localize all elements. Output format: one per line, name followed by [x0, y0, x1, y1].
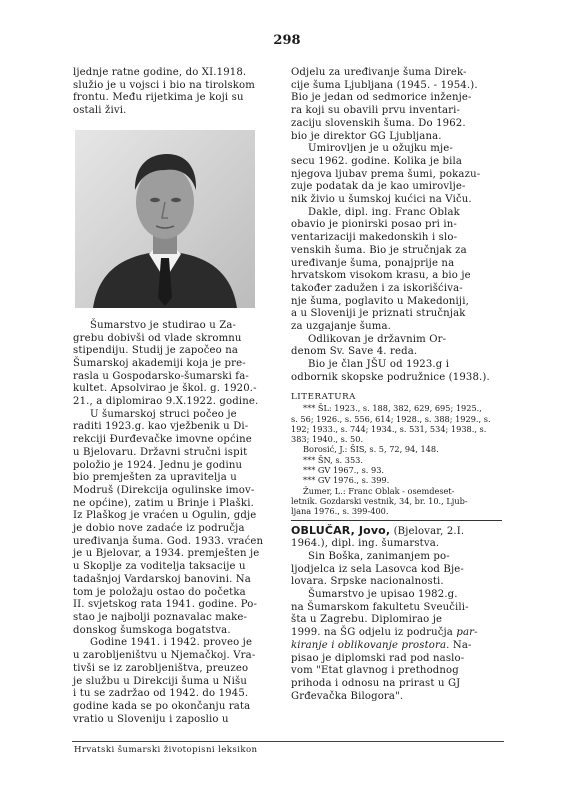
portrait-image	[75, 130, 255, 308]
right-column	[291, 67, 502, 703]
running-footer: Hrvatski šumarski životopisni leksikon	[74, 745, 258, 755]
left-paragraph-4: Godine 1941. i 1942. proveo je u zarobljeništvu u Njemačkoj. Vra- tivši se iz zarobljeništva, preuzeo je službu u Direkciji šuma u Nišu i tu se zadržao od 1942. do 1945. godine kada se po okončanju rata vratio u Sloveniju i zaposlio u	[73, 637, 256, 725]
entry-name: OBLUČAR, Jovo,	[291, 523, 391, 537]
section-divider	[291, 520, 502, 521]
literature-entry: Žumer, L.: Franc Oblak - osemdeset- letnik. Gozdarski vestnik, 34, br. 10., Ljub- ljana 1976., s. 399-400.	[291, 485, 468, 517]
right-paragraph-1: Odjelu za uređivanje šuma Direk- cije šuma Ljubljana (1945. - 1954.). Bio je jedan od sedmorice inženje- ra koji su obavili prvu inventari- zaciju slovenskih šuma. Do 1962. bio je direktor GG Ljubljana.	[291, 67, 478, 142]
left-paragraph-1: ljednje ratne godine, do XI.1918. služio je u vojsci i bio na tirolskom frontu. Među rijetkima je koji su ostali živi.	[73, 67, 255, 117]
right-paragraph-4: Odlikovan je državnim Or- denom Sv. Save 4. reda.	[291, 333, 447, 358]
literature-entry: *** GV 1976., s. 399.	[303, 475, 390, 486]
literature-entry: *** ŠN, s. 353.	[303, 454, 363, 465]
right-paragraph-2: Umirovljen je u ožujku mje- secu 1962. godine. Kolika je bila njegova ljubav prema šumi, pokazu- zuje podatak da je kao umirovlje- nik živio u šumskoj kućici na Viču.	[291, 143, 481, 206]
literature-entry: *** GV 1967., s. 93.	[303, 465, 385, 476]
right-paragraph-5: Bio je član JŠU od 1923.g i odbornik skopske podružnice (1938.).	[291, 359, 490, 383]
footer-rule	[72, 741, 504, 742]
literature-heading: LITERATURA	[291, 391, 356, 402]
portrait-photo	[75, 130, 255, 308]
left-paragraph-3: U šumarskoj struci počeo je raditi 1923.g. kao vježbenik u Di- rekciji Đurđevačke imovne općine u Bjelovaru. Državni stručni ispit položio je 1924. Jednu je godinu bio premješten za upravitelja u Modruš (Direkcija ogulinske imov- ne općine), zatim u Brinje i Plaški. Iz Plaškog je vraćen u Ogulin, gdje je dobio nove zadaće iz područja uređivanja šuma. God. 1933. vraćen je u Bjelovar, a 1934. premješten je u Skoplje za voditelja taksacije u tadašnjoj Vardarskoj banovini. Na tom je položaju ostao do početka II. svjetskog rata 1941. godine. Po- stao je najbolji poznavalac make- donskog šumskoga bogatstva.	[73, 408, 264, 636]
left-column	[73, 67, 281, 726]
literature-entry: *** ŠL: 1923., s. 188, 382, 629, 695; 1925., s. 56; 1926., s. 556, 614; 1928., s. 388; 1929., s. 192; 1933., s. 744; 1934., s. 531, 534; 1938., s. 383; 1940., s. 50.	[291, 403, 491, 445]
left-paragraph-2: Šumarstvo je studirao u Za- grebu dobivši od vlade skromnu stipendiju. Studij je započeo na Šumarskoj akademiji koja je pre- rasla u Gospodarsko-šumarski fa- kultet. Apsolvirao je škol. g. 1920.- 21., a diplomirao 9.X.1922. godine.	[73, 319, 259, 408]
literature-entry: Borosić, J.: ŠIS, s. 5, 72, 94, 148.	[303, 444, 439, 455]
entry-paragraph-1: Sin Boška, zanimanjem po- ljodjelca iz sela Lasovca kod Bje- lovara. Srpske nacionalnosti.	[291, 550, 464, 588]
literature-list	[291, 403, 502, 516]
page-number: 298	[273, 33, 301, 48]
entry-paragraph-2: Šumarstvo je upisao 1982.g. na Šumarskom fakultetu Sveučili- šta u Zagrebu. Diplomirao je 1999. na ŠG odjelu iz područja par- kiranje i oblikovanje prostora. Na- pisao je diplomski rad pod naslo- vom "Etat glavnog i prethodnog prihoda i odnosu na prirast u GJ Grđevačka Bilogora".	[291, 589, 478, 702]
right-paragraph-3: Dakle, dipl. ing. Franc Oblak obavio je pionirski posao pri in- ventarizaciji makedonskih i slo- venskih šuma. Bio je stručnjak za uređivanje šuma, ponajprije na hrvatskom visokom krasu, a bio je također zadužen i za iskorišćiva- nje šuma, poglavito u Makedoniji, a u Sloveniji je priznati stručnjak za uzgajanje šuma.	[291, 206, 471, 333]
entry-heading: OBLUČAR, Jovo, (Bjelovar, 2.I. 1964.), dipl. ing. šumarstva.	[291, 523, 465, 550]
